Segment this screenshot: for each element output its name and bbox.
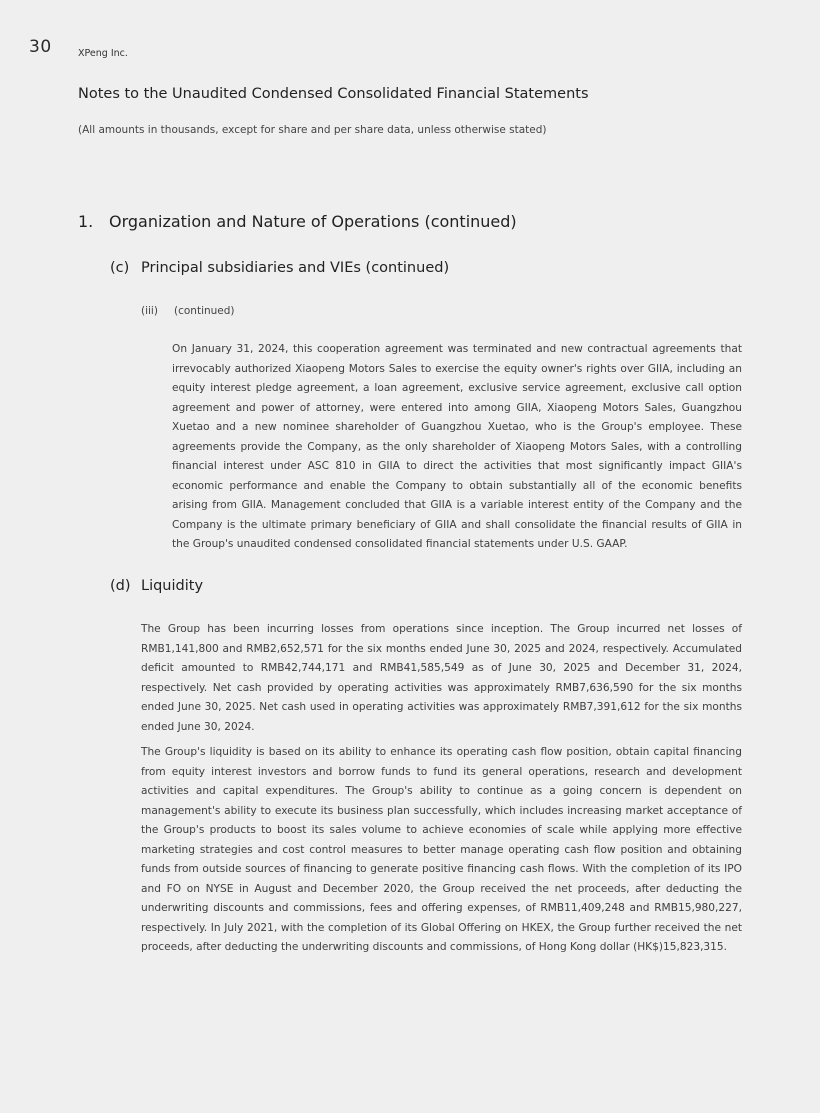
subsection-title-d: Liquidity [141, 578, 204, 594]
page-title: Notes to the Unaudited Condensed Consolidated Financial Statements [78, 86, 589, 102]
item-iii-heading [141, 305, 235, 317]
item-iii-paragraph: On January 31, 2024, this cooperation agreement was terminated and new contractual agreements that irrevocably authorized Xiaopeng Motors Sales to exercise the equity owner's rights over GIIA, including an equity interest pledge agreement, a loan agreement, exclusive service agreement, exclusive call option agreement and power of attorney, were entered into among GIIA, Xiaopeng Motors Sales, Guangzhou Xuetao and a new nominee shareholder of Guangzhou Xuetao, who is the Group's employee. These agreements provide the Company, as the only shareholder of Xiaopeng Motors Sales, with a controlling financial interest under ASC 810 in GIIA to direct the activities that most significantly impact GIIA's economic performance and enable the Company to obtain substantially all of the economic benefits arising from GIIA. Management concluded that GIIA is a variable interest entity of the Company and the Company is the ultimate primary beneficiary of GIIA and shall consolidate the financial results of GIIA in the Group's unaudited condensed consolidated financial statements under U.S. GAAP. [172, 343, 742, 550]
company-name: XPeng Inc. [78, 48, 128, 59]
section-number: 1. [78, 212, 94, 231]
subsection-label-d: (d) [110, 578, 131, 594]
subsection-heading-d [110, 578, 203, 594]
amounts-note: (All amounts in thousands, except for share and per share data, unless otherwise stated) [78, 124, 547, 136]
subsection-title-c: Principal subsidiaries and VIEs (continued) [141, 260, 450, 276]
section-title: Organization and Nature of Operations (continued) [109, 212, 517, 231]
item-iii-text: (continued) [174, 305, 235, 317]
liquidity-paragraph-1: The Group has been incurring losses from operations since inception. The Group incurred net losses of RMB1,141,800 and RMB2,652,571 for the six months ended June 30, 2025 and 2024, respectively. Accumulated deficit amounted to RMB42,744,171 and RMB41,585,549 as of June 30, 2025 and December 31, 2024, respectively. Net cash provided by operating activities was approximately RMB7,636,590 for the six months ended June 30, 2025. Net cash used in operating activities was approximately RMB7,391,612 for the six months ended June 30, 2024. [141, 623, 742, 733]
page-number: 30 [29, 37, 52, 57]
section-heading [78, 212, 517, 231]
subsection-label-c: (c) [110, 260, 130, 276]
liquidity-paragraph-2: The Group's liquidity is based on its ability to enhance its operating cash flow position, obtain capital financing from equity interest investors and borrow funds to fund its general operations, research and development activities and capital expenditures. The Group's ability to continue as a going concern is dependent on management's ability to execute its business plan successfully, which includes increasing market acceptance of the Group's products to boost its sales volume to achieve economies of scale while applying more effective marketing strategies and cost control measures to better manage operating cash flow position and obtaining funds from outside sources of financing to generate positive financing cash flows. With the completion of its IPO and FO on NYSE in August and December 2020, the Group received the net proceeds, after deducting the underwriting discounts and commissions, fees and offering expenses, of RMB11,409,248 and RMB15,980,227, respectively. In July 2021, with the completion of its Global Offering on HKEX, the Group further received the net proceeds, after deducting the underwriting discounts and commissions, of Hong Kong dollar (HK$)15,823,315. [141, 746, 742, 953]
subsection-heading-c [110, 260, 449, 276]
item-iii-label: (iii) [141, 305, 158, 317]
